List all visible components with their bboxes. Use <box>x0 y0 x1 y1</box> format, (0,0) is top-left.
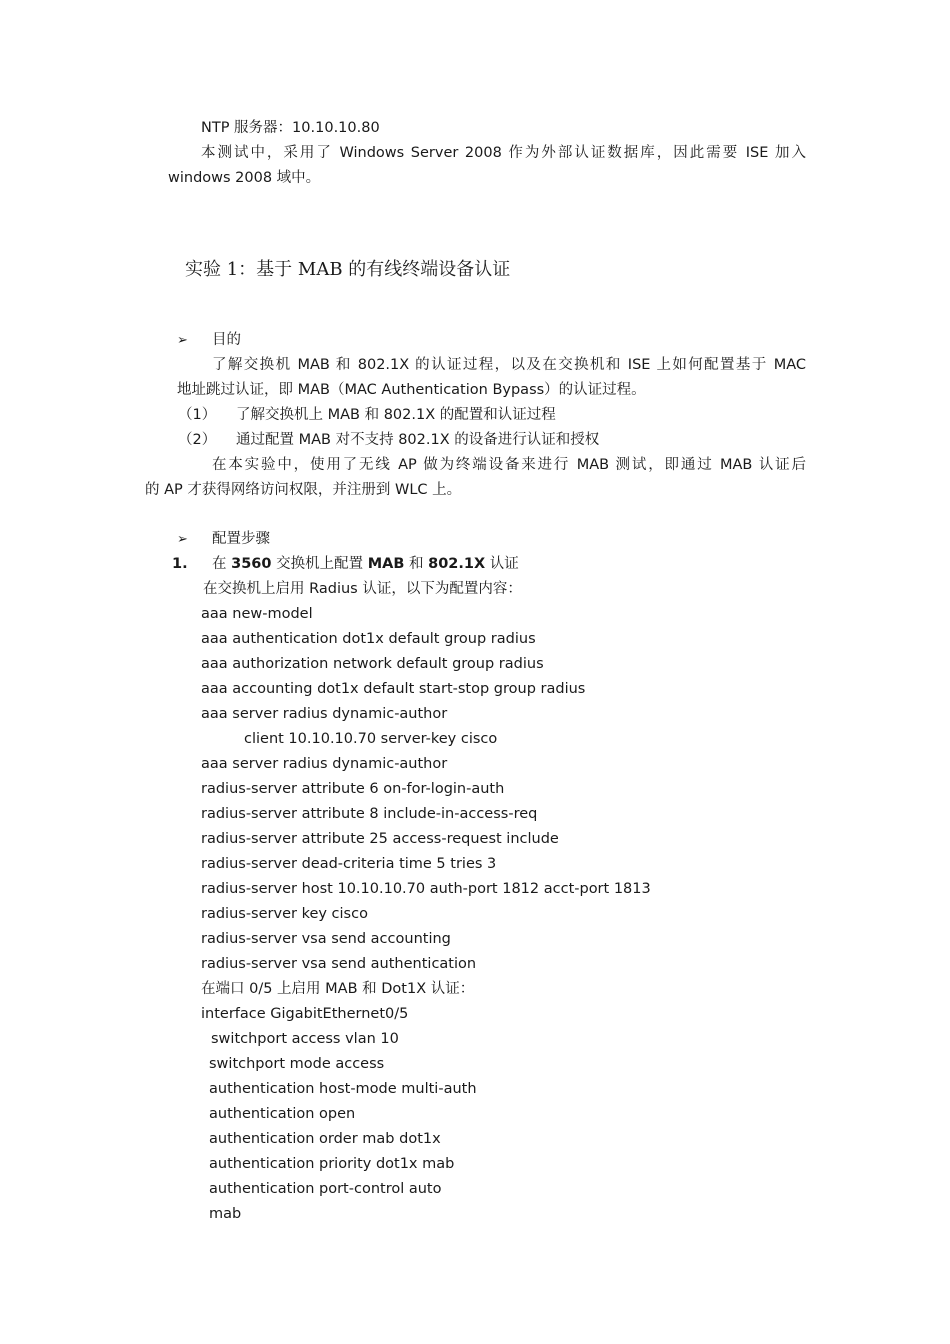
purpose-heading: 目的 <box>212 332 241 348</box>
ntp-server-line: NTP 服务器：10.10.10.80 <box>201 120 380 136</box>
interface-config-line: authentication host-mode multi-auth <box>209 1081 477 1097</box>
config-line: aaa server radius dynamic-author <box>201 756 448 772</box>
config-line: radius-server vsa send authentication <box>201 956 477 972</box>
purpose-note-line-1: 在本实验中，使用了无线 AP 做为终端设备来进行 MAB 测试，即通过 MAB 认证后 <box>212 457 806 473</box>
purpose-desc-line-1: 了解交换机 MAB 和 802.1X 的认证过程，以及在交换机和 ISE 上如何配置基于 MAC <box>212 357 806 373</box>
port-intro: 在端口 0/5 上启用 MAB 和 Dot1X 认证： <box>201 981 475 997</box>
purpose-arrow-icon: ➢ <box>177 333 188 348</box>
config-line: radius-server attribute 25 access-request include <box>201 831 559 847</box>
purpose-note-line-2: 的 AP 才获得网络访问权限，并注册到 WLC 上。 <box>145 482 462 498</box>
purpose-item-text: 通过配置 MAB 对不支持 802.1X 的设备进行认证和授权 <box>236 432 600 448</box>
config-line: aaa authorization network default group radius <box>201 656 544 672</box>
step-title: 在 3560 交换机上配置 MAB 和 802.1X 认证 <box>212 556 519 572</box>
config-line: radius-server vsa send accounting <box>201 931 451 947</box>
config-line: radius-server attribute 6 on-for-login-auth <box>201 781 505 797</box>
purpose-item-number: （2） <box>178 432 217 448</box>
config-line: radius-server attribute 8 include-in-access-req <box>201 806 538 822</box>
steps-arrow-icon: ➢ <box>177 532 188 547</box>
config-line: radius-server dead-criteria time 5 tries 3 <box>201 856 497 872</box>
interface-config-line: authentication order mab dot1x <box>209 1131 441 1147</box>
radius-intro: 在交换机上启用 Radius 认证，以下为配置内容： <box>203 581 522 597</box>
interface-config-line: switchport access vlan 10 <box>211 1031 399 1047</box>
purpose-item-text: 了解交换机上 MAB 和 802.1X 的配置和认证过程 <box>236 407 556 423</box>
config-line: radius-server key cisco <box>201 906 368 922</box>
interface-config-line: authentication priority dot1x mab <box>209 1156 455 1172</box>
steps-heading: 配置步骤 <box>212 531 270 547</box>
windows-server-line-2: windows 2008 域中。 <box>168 170 321 186</box>
experiment-title: 实验 1：基于 MAB 的有线终端设备认证 <box>185 259 511 280</box>
step-number: 1. <box>172 556 188 572</box>
interface-config-line: authentication open <box>209 1106 356 1122</box>
config-line: aaa new-model <box>201 606 313 622</box>
config-line: radius-server host 10.10.10.70 auth-port 1812 acct-port 1813 <box>201 881 651 897</box>
interface-config-line: switchport mode access <box>209 1056 385 1072</box>
interface-config-line: authentication port-control auto <box>209 1181 442 1197</box>
interface-name: interface GigabitEthernet0/5 <box>201 1006 409 1022</box>
config-line: aaa accounting dot1x default start-stop group radius <box>201 681 586 697</box>
purpose-desc-line-2: 地址跳过认证，即 MAB（MAC Authentication Bypass）的认证过程。 <box>177 382 646 398</box>
config-line: client 10.10.10.70 server-key cisco <box>244 731 498 747</box>
windows-server-line-1: 本测试中，采用了 Windows Server 2008 作为外部认证数据库，因此需要 ISE 加入 <box>201 145 806 161</box>
purpose-item-number: （1） <box>178 407 217 423</box>
config-line: aaa authentication dot1x default group radius <box>201 631 536 647</box>
config-line: aaa server radius dynamic-author <box>201 706 448 722</box>
interface-config-line: mab <box>209 1206 242 1222</box>
